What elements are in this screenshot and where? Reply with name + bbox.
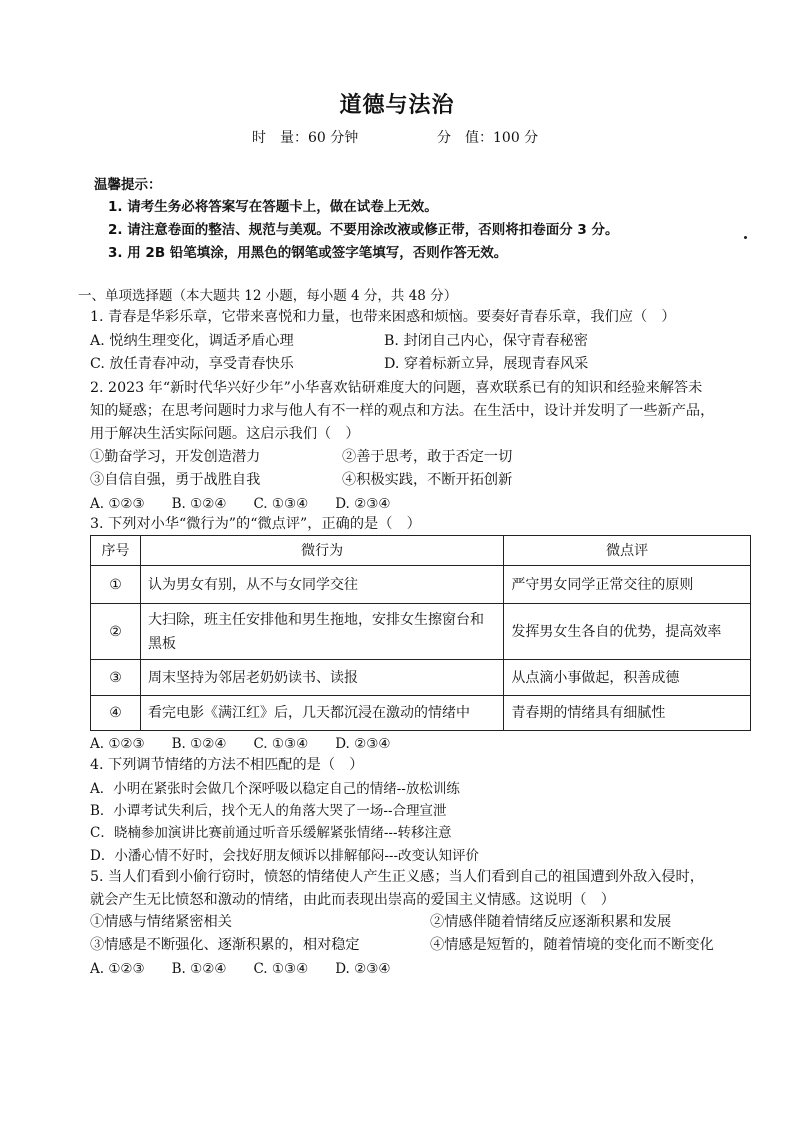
q5-statement-3: ③情感是不断强化、逐渐积累的，相对稳定 <box>90 937 360 953</box>
row-no: ② <box>91 604 141 660</box>
exam-score: 分 值：100 分 <box>437 130 539 146</box>
row-comment: 青春期的情绪具有细腻性 <box>504 696 751 731</box>
q1-option-c: C. 放任青春冲动，享受青春快乐 <box>90 356 294 372</box>
q2-stem-line3: 用于解决生活实际问题。这启示我们（ ） <box>90 426 360 442</box>
q1-option-b: B. 封闭自己内心，保守青春秘密 <box>384 333 588 349</box>
q2-options: A. ①②③ B. ①②④ C. ①③④ D. ②③④ <box>90 496 391 512</box>
q2-statement-3: ③自信自强，勇于战胜自我 <box>90 472 261 488</box>
q4-option-d: D．小潘心情不好时，会找好朋友倾诉以排解郁闷---改变认知评价 <box>90 848 480 864</box>
row-no: ③ <box>91 660 141 696</box>
q5-statement-1: ①情感与情绪紧密相关 <box>90 914 232 930</box>
q2-stem-line2: 知的疑惑；在思考问题时力求与他人有不一样的观点和方法。在生活中，设计并发明了一些新产品， <box>90 403 715 419</box>
q1-option-d: D. 穿着标新立异，展现青春风采 <box>384 356 589 372</box>
q4-option-a: A．小明在紧张时会做几个深呼吸以稳定自己的情绪--放松训练 <box>90 781 460 797</box>
q4-option-b: B．小谭考试失利后，找个无人的角落大哭了一场--合理宣泄 <box>90 803 447 819</box>
row-comment: 从点滴小事做起，积善成德 <box>504 660 751 696</box>
q3-stem: 3. 下列对小华“微行为”的“微点评”，正确的是（ ） <box>90 516 421 532</box>
row-comment: 发挥男女生各自的优势，提高效率 <box>504 604 751 660</box>
q2-statement-1: ①勤奋学习，开发创造潜力 <box>90 449 261 465</box>
q2-stem-line1: 2. 2023 年“新时代华兴好少年”小华喜欢钻研难度大的问题，喜欢联系已有的知识和经验来解答未 <box>90 380 703 396</box>
row-behavior: 大扫除，班主任安排他和男生拖地，安排女生擦窗台和黑板 <box>140 604 503 660</box>
q2-statement-4: ④积极实践，不断开拓创新 <box>342 472 513 488</box>
q3-table <box>90 535 751 731</box>
row-behavior: 周末坚持为邻居老奶奶读书、读报 <box>140 660 503 696</box>
table-row <box>91 660 751 696</box>
q5-stem-line2: 就会产生无比愤怒和激动的情绪，由此而表现出崇高的爱国主义情感。这说明（ ） <box>90 892 615 908</box>
header-comment: 微点评 <box>504 536 751 566</box>
table-row <box>91 566 751 604</box>
tip-2: 2. 请注意卷面的整洁、规范与美观。不要用涂改液或修正带，否则将扣卷面分 3 分。 <box>108 222 619 238</box>
q1-stem: 1. 青春是华彩乐章，它带来喜悦和力量，也带来困惑和烦恼。要奏好青春乐章，我们应（ ） <box>90 309 676 325</box>
header-no: 序号 <box>91 536 141 566</box>
section-heading: 一、单项选择题（本大题共 12 小题，每小题 4 分，共 48 分） <box>78 288 458 304</box>
row-no: ① <box>91 566 141 604</box>
table-row <box>91 604 751 660</box>
tip-1: 1. 请考生务必将答案写在答题卡上，做在试卷上无效。 <box>108 199 438 215</box>
q5-statement-2: ②情感伴随着情绪反应逐渐积累和发展 <box>430 914 672 930</box>
stray-dot <box>744 236 747 239</box>
row-no: ④ <box>91 696 141 731</box>
exam-time: 时 量：60 分钟 <box>252 130 359 146</box>
q5-stem-line1: 5. 当人们看到小偷行窃时，愤怒的情绪使人产生正义感；当人们看到自己的祖国遭到外敌入侵时， <box>90 869 704 885</box>
tip-3: 3. 用 2B 铅笔填涂，用黑色的钢笔或签字笔填写，否则作答无效。 <box>108 245 508 261</box>
q4-stem: 4. 下列调节情绪的方法不相匹配的是（ ） <box>90 757 364 773</box>
row-behavior: 看完电影《满江红》后，几天都沉浸在激动的情绪中 <box>140 696 503 731</box>
q5-options: A. ①②③ B. ①②④ C. ①③④ D. ②③④ <box>90 961 391 977</box>
row-behavior: 认为男女有别，从不与女同学交往 <box>140 566 503 604</box>
q2-statement-2: ②善于思考，敢于否定一切 <box>342 449 513 465</box>
q1-option-a: A. 悦纳生理变化，调适矛盾心理 <box>90 333 294 349</box>
tips-heading: 温馨提示： <box>94 177 162 193</box>
q5-statement-4: ④情感是短暂的，随着情境的变化而不断变化 <box>430 937 714 953</box>
row-comment: 严守男女同学正常交往的原则 <box>504 566 751 604</box>
page-title: 道德与法治 <box>339 93 455 118</box>
table-row <box>91 696 751 731</box>
q4-option-c: C．晓楠参加演讲比赛前通过听音乐缓解紧张情绪---转移注意 <box>90 825 452 841</box>
table-header-row <box>91 536 751 566</box>
header-behavior: 微行为 <box>140 536 503 566</box>
q3-options: A. ①②③ B. ①②④ C. ①③④ D. ②③④ <box>90 736 391 752</box>
